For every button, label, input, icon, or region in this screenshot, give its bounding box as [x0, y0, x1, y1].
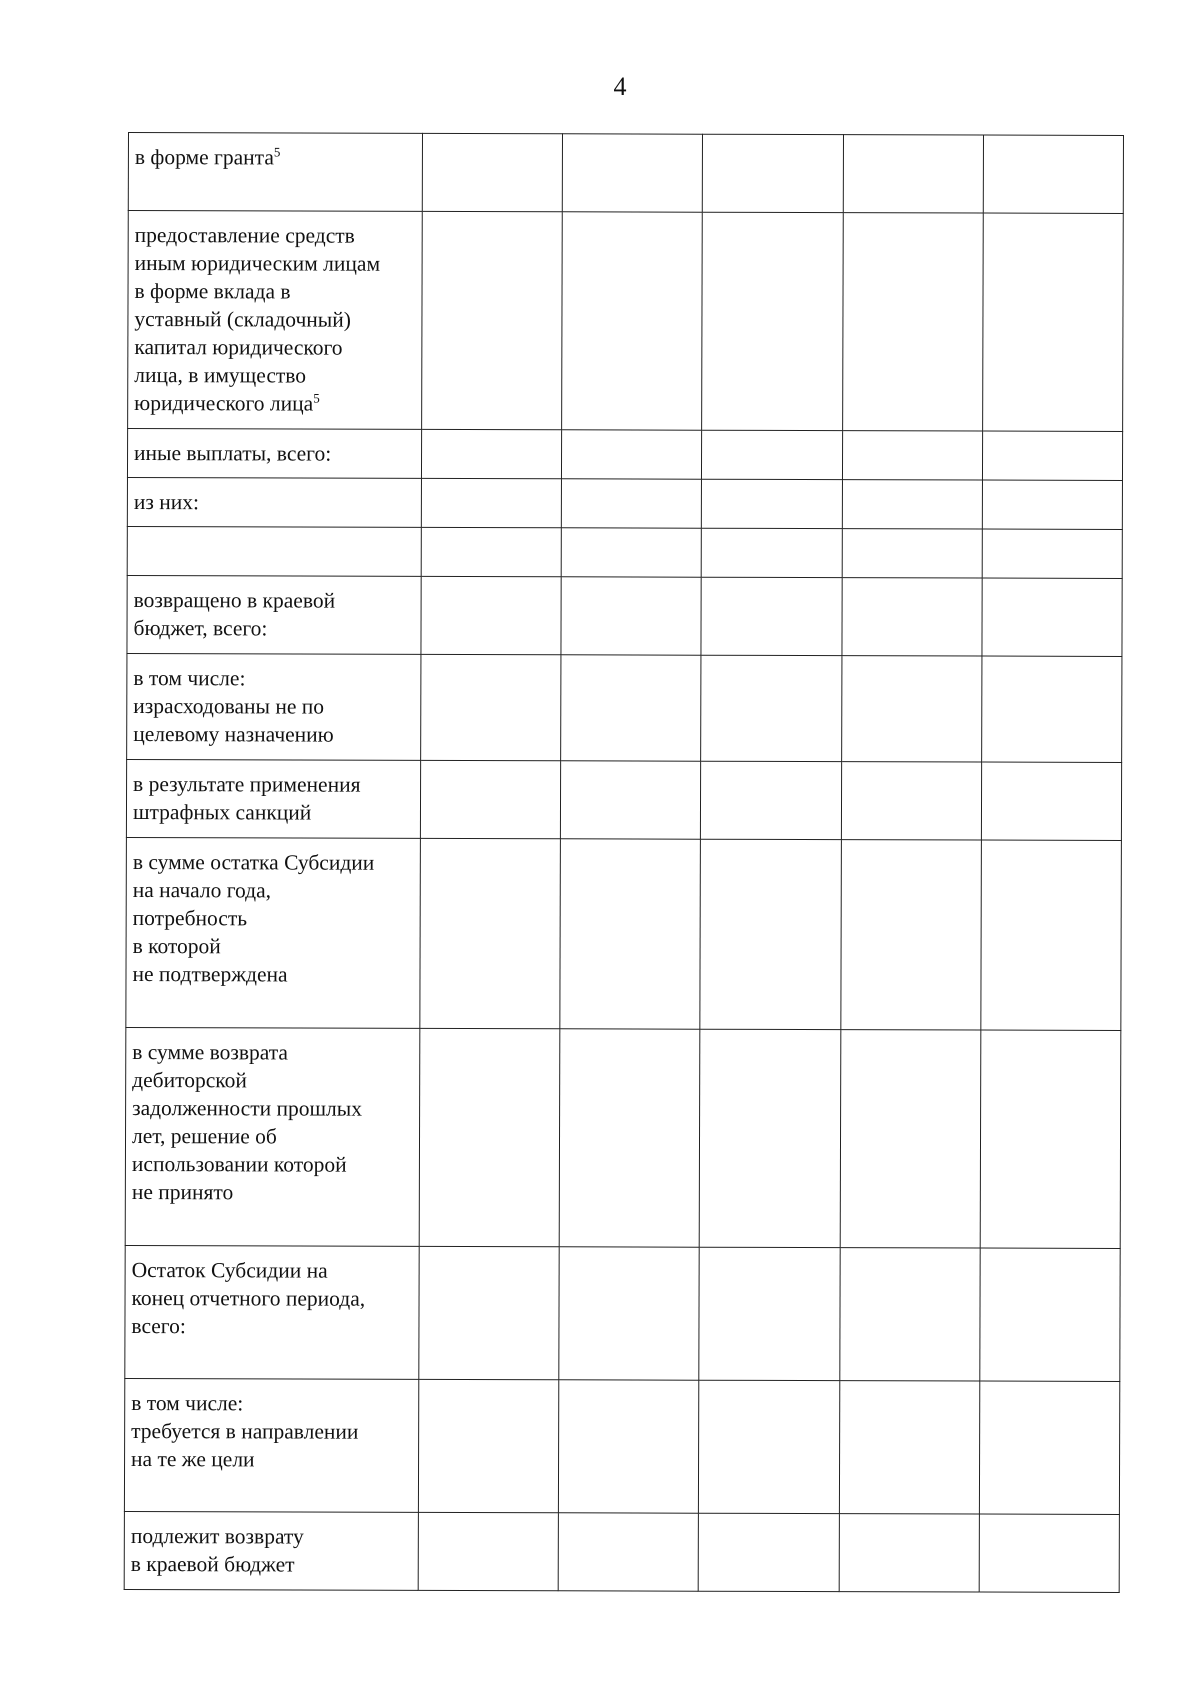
table-row [127, 429, 1122, 481]
data-cell[interactable] [561, 528, 701, 577]
data-cell[interactable] [840, 1030, 981, 1248]
row-label-cell [127, 429, 421, 479]
table-row [127, 526, 1122, 578]
data-cell[interactable] [561, 655, 702, 761]
data-cell[interactable] [419, 1028, 560, 1246]
row-label: в том числе: требуется в направлении на те же цели [131, 1391, 359, 1472]
data-cell[interactable] [842, 529, 982, 578]
data-cell[interactable] [841, 656, 982, 762]
report-table-body [124, 133, 1123, 1593]
data-cell[interactable] [561, 761, 701, 839]
row-label-cell [124, 1378, 418, 1512]
footnote-marker: 5 [313, 390, 320, 406]
data-cell[interactable] [983, 135, 1123, 213]
table-row [126, 759, 1121, 840]
data-cell[interactable] [559, 1029, 700, 1247]
row-label-cell [126, 759, 420, 838]
data-cell[interactable] [418, 1379, 559, 1512]
data-cell[interactable] [839, 1381, 980, 1514]
data-cell[interactable] [839, 1248, 980, 1381]
data-cell[interactable] [421, 478, 561, 527]
row-label-cell [127, 477, 421, 527]
data-cell[interactable] [979, 1514, 1119, 1592]
row-label: предоставление средств иным юридическим лицам в форме вклада в уставный (складочный) капитал юридического лица, в имущество юридического лица [134, 223, 381, 416]
data-cell[interactable] [562, 479, 702, 528]
data-cell[interactable] [700, 839, 841, 1029]
row-label: в результате применения штрафных санкций [132, 772, 361, 825]
data-cell[interactable] [560, 839, 701, 1029]
data-cell[interactable] [699, 1513, 839, 1591]
data-cell[interactable] [979, 1381, 1120, 1514]
data-cell[interactable] [980, 1248, 1121, 1381]
data-cell[interactable] [981, 762, 1121, 840]
report-table [124, 132, 1124, 1593]
data-cell[interactable] [562, 212, 703, 430]
data-cell[interactable] [839, 1514, 979, 1592]
row-label-cell [125, 1245, 419, 1379]
table-row [126, 837, 1121, 1030]
data-cell[interactable] [422, 133, 562, 211]
data-cell[interactable] [421, 527, 561, 576]
data-cell[interactable] [702, 430, 842, 479]
table-row [127, 653, 1122, 762]
data-cell[interactable] [421, 576, 561, 654]
data-cell[interactable] [842, 578, 982, 656]
data-cell[interactable] [701, 655, 842, 761]
row-label-cell [127, 526, 421, 576]
data-cell[interactable] [419, 1246, 560, 1379]
data-cell[interactable] [981, 656, 1122, 762]
row-label-cell [125, 1027, 420, 1246]
data-cell[interactable] [418, 1512, 558, 1590]
row-label: в сумме остатка Субсидии на начало года, потребность в которой не подтверждена [132, 850, 375, 987]
row-label: из них: [133, 490, 200, 515]
row-label: Остаток Субсидии на конец отчетного периода, всего: [131, 1258, 366, 1339]
table-row [127, 575, 1122, 656]
table-row [128, 211, 1124, 432]
data-cell[interactable] [421, 429, 561, 478]
data-cell[interactable] [420, 838, 561, 1028]
table-row [124, 1511, 1119, 1592]
data-cell[interactable] [700, 1029, 841, 1247]
table-row [128, 133, 1123, 214]
row-label: иные выплаты, всего: [134, 441, 332, 466]
data-cell[interactable] [561, 577, 701, 655]
row-label: в форме гранта [134, 145, 274, 170]
data-cell[interactable] [562, 134, 702, 212]
table-row [124, 1378, 1119, 1514]
data-cell[interactable] [982, 213, 1123, 431]
row-label-cell [127, 653, 421, 760]
data-cell[interactable] [421, 654, 562, 760]
row-label-cell [128, 211, 423, 430]
table-row [125, 1027, 1121, 1248]
data-cell[interactable] [699, 1247, 840, 1380]
data-cell[interactable] [982, 431, 1122, 480]
data-cell[interactable] [699, 1380, 840, 1513]
row-label: возвращено в краевой бюджет, всего: [133, 588, 336, 641]
data-cell[interactable] [982, 529, 1122, 578]
data-cell[interactable] [981, 840, 1122, 1030]
data-cell[interactable] [703, 134, 843, 212]
data-cell[interactable] [702, 212, 843, 430]
data-cell[interactable] [842, 431, 982, 480]
data-cell[interactable] [980, 1030, 1121, 1248]
data-cell[interactable] [702, 528, 842, 577]
data-cell[interactable] [701, 761, 841, 839]
data-cell[interactable] [420, 760, 560, 838]
row-label: подлежит возврату в краевой бюджет [130, 1524, 304, 1577]
row-label-cell [128, 133, 422, 212]
row-label-cell [124, 1511, 418, 1590]
data-cell[interactable] [840, 840, 981, 1030]
data-cell[interactable] [982, 480, 1122, 529]
page-number: 4 [613, 72, 627, 101]
data-cell[interactable] [982, 578, 1122, 656]
table-row [125, 1245, 1120, 1381]
data-cell[interactable] [842, 480, 982, 529]
data-cell[interactable] [702, 479, 842, 528]
data-cell[interactable] [559, 1380, 700, 1513]
data-cell[interactable] [559, 1247, 700, 1380]
data-cell[interactable] [562, 430, 702, 479]
data-cell[interactable] [842, 213, 983, 431]
table-row [127, 477, 1122, 529]
data-cell[interactable] [701, 577, 841, 655]
data-cell[interactable] [841, 762, 981, 840]
row-label: в том числе: израсходованы не по целевому назначению [133, 666, 334, 747]
row-label: в сумме возврата дебиторской задолженности прошлых лет, решение об использовании которой не принято [131, 1040, 363, 1205]
data-cell[interactable] [422, 211, 563, 429]
data-cell[interactable] [558, 1513, 698, 1591]
row-label-cell [127, 575, 421, 654]
data-cell[interactable] [843, 135, 983, 213]
footnote-marker: 5 [273, 144, 281, 160]
row-label-cell [126, 837, 421, 1028]
